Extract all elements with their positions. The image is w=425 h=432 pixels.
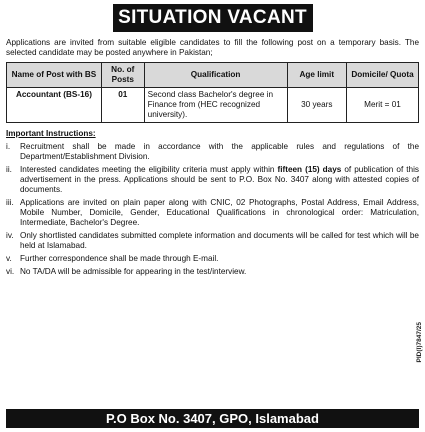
item-text: Further correspondence shall be made through E-mail. <box>20 254 219 263</box>
list-item <box>6 142 419 162</box>
footer-address: P.O Box No. 3407, GPO, Islamabad <box>6 409 419 428</box>
instructions-list <box>6 142 419 277</box>
header-qualification: Qualification <box>144 63 287 88</box>
header-domicile: Domicile/ Quota <box>347 63 419 88</box>
page-title: SITUATION VACANT <box>113 4 313 32</box>
header-age-limit: Age limit <box>287 63 346 88</box>
list-item <box>6 198 419 228</box>
domicile-cell: Merit = 01 <box>347 88 419 123</box>
publication-code: PID(I)7847/25 <box>416 322 424 363</box>
header-post-name: Name of Post with BS <box>7 63 102 88</box>
item-text: Only shortlisted candidates submitted complete information and documents will be called for test which will be held at Islamabad. <box>20 231 419 250</box>
deadline-emphasis: fifteen (15) days <box>277 165 342 174</box>
instructions-title: Important Instructions: <box>6 129 96 138</box>
item-text-part: of publication of this advertisement in the press. Applications should be sent to P.O. Box No. 3407 along with attested copies of documents. <box>20 165 419 194</box>
item-text: No TA/DA will be admissible for appearing in the test/interview. <box>20 267 247 276</box>
item-text-part: Interested candidates meeting the eligibility criteria must apply within <box>20 165 278 174</box>
item-number: ii. <box>6 165 12 174</box>
table-row <box>7 88 419 123</box>
qualification-cell: Second class Bachelor's degree in Finance from (HEC recognized university). <box>144 88 287 123</box>
header-no-of-posts: No. of Posts <box>101 63 144 88</box>
intro-paragraph: Applications are invited from suitable eligible candidates to fill the following post on a temporary basis. The selected candidate may be posted anywhere in Pakistan; <box>6 38 419 57</box>
table-header-row <box>7 63 419 88</box>
advertisement <box>0 4 425 432</box>
item-number: iv. <box>6 231 14 240</box>
item-number: iii. <box>6 198 14 207</box>
post-name-cell: Accountant (BS-16) <box>7 88 102 123</box>
item-number: v. <box>6 254 12 263</box>
item-text: Recruitment shall be made in accordance with the applicable rules and regulations of the Department/Establishment Division. <box>20 142 419 161</box>
item-text <box>20 165 419 195</box>
list-item <box>6 254 419 264</box>
list-item <box>6 267 419 277</box>
item-number: vi. <box>6 267 15 276</box>
list-item <box>6 165 419 195</box>
posts-table <box>6 62 419 123</box>
age-limit-cell: 30 years <box>287 88 346 123</box>
item-number: i. <box>6 142 11 151</box>
item-text: Applications are invited on plain paper along with CNIC, 02 Photographs, Postal Address, Email Address, Mobile Number, Domicile, Gender, Educational Qualifications in chronological order: Matriculation, Intermediate, Bachelor's Degree. <box>20 198 419 227</box>
list-item <box>6 231 419 251</box>
no-of-posts-cell: 01 <box>101 88 144 123</box>
